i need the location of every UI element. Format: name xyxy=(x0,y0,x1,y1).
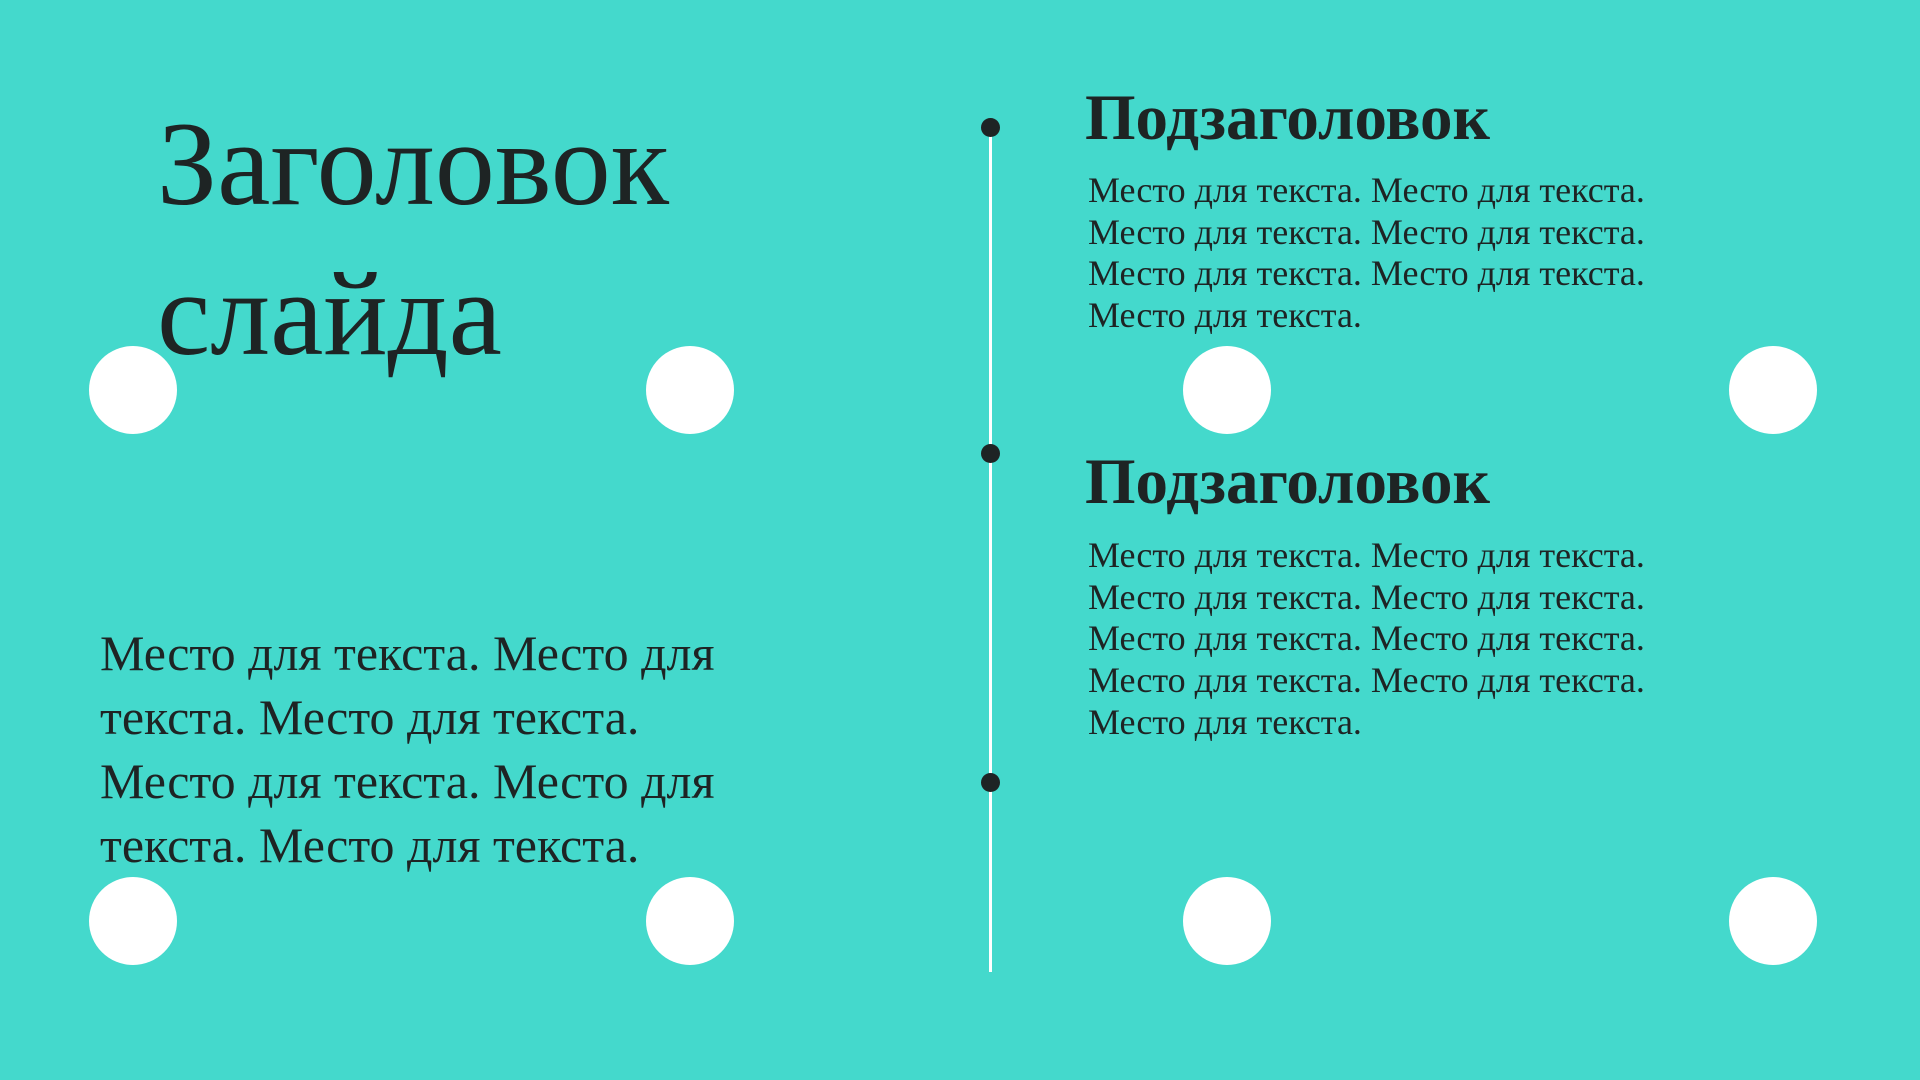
section-subtitle: Подзаголовок xyxy=(1085,82,1490,154)
decorative-dot xyxy=(89,877,177,965)
text-line: Место для текста. Место для xyxy=(100,753,715,809)
decorative-dot xyxy=(1729,346,1817,434)
text-line: Место для текста. xyxy=(1088,701,1362,742)
text-line: Место для текста. Место для текста. xyxy=(1088,618,1645,659)
text-line: Место для текста. Место для текста. xyxy=(1088,660,1645,701)
decorative-dot xyxy=(1729,877,1817,965)
text-line: Место для текста. Место для текста. xyxy=(1088,576,1645,617)
text-line: Место для текста. Место для текста. xyxy=(1088,170,1645,210)
timeline-section-2-body xyxy=(1088,535,1645,744)
timeline-bullet xyxy=(981,444,1000,463)
decorative-dot xyxy=(646,877,734,965)
text-line: текста. Место для текста. xyxy=(100,689,640,745)
text-line: Место для текста. Место для текста. xyxy=(1088,253,1645,294)
decorative-dot xyxy=(1183,346,1271,434)
slide-title-line: Заголовок xyxy=(157,97,670,230)
decorative-dot xyxy=(1183,877,1271,965)
timeline-bullet xyxy=(981,773,1000,792)
left-text-block xyxy=(100,621,714,877)
section-subtitle: Подзаголовок xyxy=(1085,446,1490,518)
text-line: Место для текста. Место для текста. xyxy=(1088,535,1645,575)
slide-title-line: слайда xyxy=(157,247,502,380)
timeline-section-1-body xyxy=(1088,170,1645,337)
text-line: Место для текста. xyxy=(1088,295,1362,336)
text-line: Место для текста. Место для текста. xyxy=(1088,211,1645,252)
text-line: текста. Место для текста. xyxy=(100,817,640,873)
timeline-bullet xyxy=(981,118,1000,137)
timeline-line xyxy=(989,127,992,972)
page-title xyxy=(157,89,669,389)
text-line: Место для текста. Место для xyxy=(100,625,715,681)
